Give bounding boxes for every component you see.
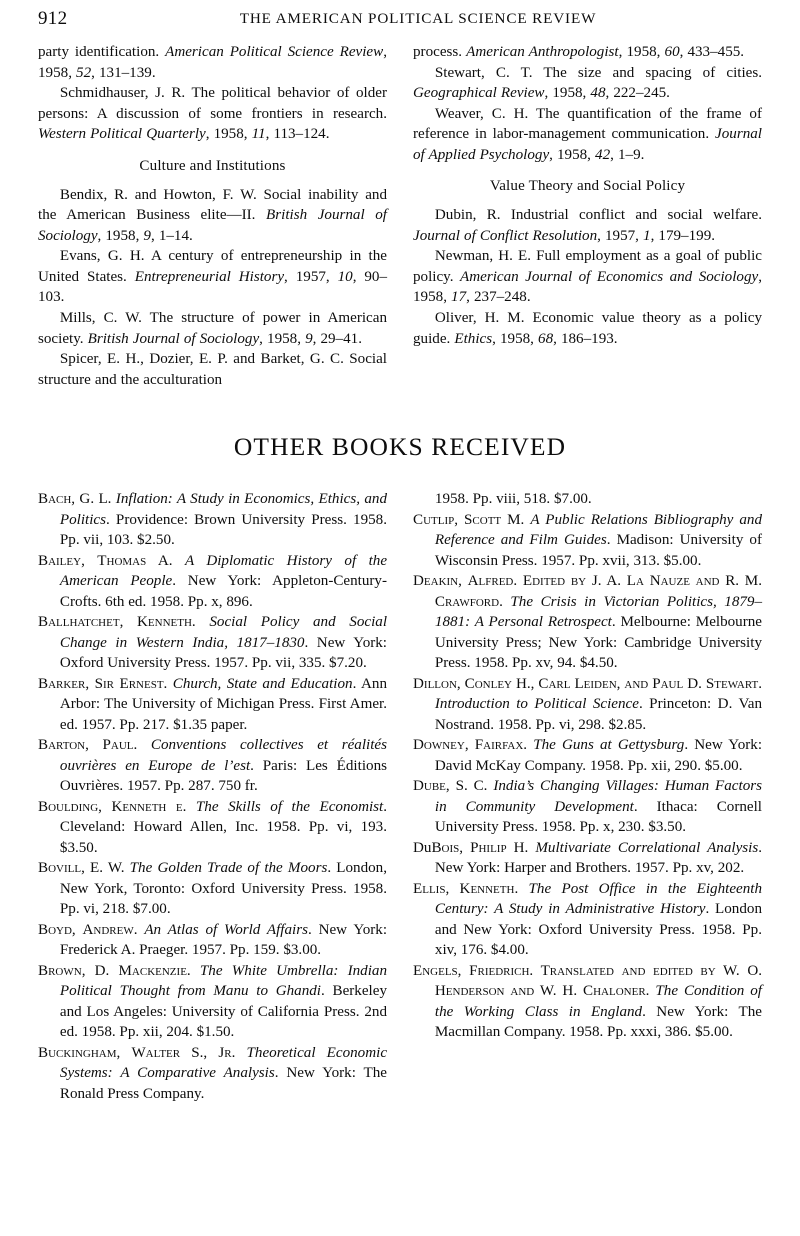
italic-run: An Atlas of World Affairs bbox=[144, 921, 308, 938]
smallcaps-run: Stewart bbox=[705, 675, 759, 692]
text-run: , 186–193. bbox=[553, 330, 618, 347]
italic-run: Social Policy and Social Change in Western India, 1817–1830 bbox=[59, 614, 388, 651]
text-run: Oliver, H. M. Economic value theory as a policy guide. bbox=[413, 310, 762, 347]
text-run: Mills, C. W. The structure of power in American society. bbox=[38, 310, 387, 347]
text-run: , 131–139. bbox=[91, 64, 156, 81]
smallcaps-run: Sir Ernest bbox=[94, 675, 164, 692]
journal-title: THE AMERICAN POLITICAL SCIENCE REVIEW bbox=[239, 10, 597, 27]
smallcaps-run: Bois bbox=[431, 839, 460, 856]
italic-run: The Condition of the Working Class in England bbox=[434, 983, 762, 1020]
text-run: . Providence: Brown University Press. 1958. Pp. vii, 103. $2.50. bbox=[59, 511, 387, 549]
text-run: , bbox=[456, 675, 465, 692]
text-run: , 179–199. bbox=[650, 227, 716, 244]
books-column-left bbox=[38, 489, 387, 1104]
text-run: , bbox=[85, 675, 95, 692]
text-run: A. bbox=[146, 552, 185, 569]
italic-run: Geographical Review bbox=[413, 85, 545, 102]
book-entry bbox=[38, 551, 387, 613]
italic-run: The Skills of the Economist bbox=[195, 798, 384, 815]
text-run: . New York: Frederick A. Praeger. 1957. Pp. 159. $3.00. bbox=[59, 921, 388, 959]
text-run: R. M. bbox=[719, 573, 762, 590]
book-entry bbox=[413, 489, 762, 510]
text-run: . bbox=[231, 1044, 247, 1061]
text-run: , 1958, bbox=[259, 330, 306, 347]
text-run: . bbox=[523, 737, 534, 754]
text-run: , bbox=[119, 614, 138, 631]
text-run: , 222–245. bbox=[605, 85, 670, 102]
italic-run: 17 bbox=[451, 289, 467, 306]
smallcaps-run: Boyd bbox=[38, 921, 72, 938]
text-run: . Princeton: D. Van Nostrand. 1958. Pp. vi, 298. $2.85. bbox=[434, 696, 762, 733]
italic-run: The Crisis in Victorian Politics, 1879–1881: A Personal Retrospect bbox=[434, 593, 763, 631]
book-entry bbox=[413, 510, 762, 572]
text-run: . bbox=[191, 614, 210, 631]
reference-entry bbox=[38, 83, 387, 145]
text-run: party identification. bbox=[38, 44, 166, 60]
section-heading-culture: Culture and Institutions bbox=[139, 157, 286, 174]
italic-run: 48 bbox=[590, 85, 606, 102]
italic-run: India’s Changing Villages: Human Factors in Community Development bbox=[434, 778, 762, 815]
book-entry bbox=[413, 674, 762, 736]
smallcaps-run: Barker bbox=[38, 675, 86, 692]
reference-column-left bbox=[38, 42, 387, 390]
smallcaps-run: Carl Leiden, and Paul bbox=[538, 675, 684, 692]
text-run: . bbox=[182, 798, 196, 815]
journal-page bbox=[0, 8, 800, 1236]
smallcaps-run: Bach bbox=[38, 491, 72, 508]
text-run: , bbox=[457, 962, 470, 979]
italic-run: Church, State and Education bbox=[172, 675, 353, 692]
text-run: . bbox=[758, 675, 762, 692]
smallcaps-run: Andrew bbox=[82, 921, 134, 938]
italic-run: 10 bbox=[337, 268, 353, 285]
text-run: , 90–103. bbox=[38, 268, 388, 306]
book-entry bbox=[38, 674, 387, 736]
text-run: . New York: David McKay Company. 1958. Pp. xii, 290. $5.00. bbox=[434, 737, 763, 774]
italic-run: Multivariate Correlational Analysis bbox=[535, 839, 759, 856]
text-run: . Ann Arbor: The University of Michigan Press. First Amer. ed. 1957. Pp. 217. $1.35 paper. bbox=[59, 675, 387, 733]
book-entry bbox=[413, 735, 762, 776]
text-run: Weaver, C. H. The quantification of the frame of reference in labor-management communication. bbox=[413, 105, 762, 143]
book-entry bbox=[38, 961, 387, 1043]
italic-run: Entrepreneurial History bbox=[134, 268, 285, 285]
italic-run: The Post Office in the Eighteenth Century: A Study in Administrative History bbox=[434, 880, 763, 918]
smallcaps-run: Kenneth bbox=[137, 614, 192, 631]
italic-run: Inflation: A Study in Economics, Ethics, and Politics bbox=[59, 491, 387, 528]
italic-run: The White Umbrella: Indian Political Thought from Manu to Ghandi bbox=[59, 962, 387, 1000]
text-run: , 29–41. bbox=[312, 330, 362, 347]
books-received-heading: OTHER BOOKS RECEIVED bbox=[233, 432, 567, 462]
smallcaps-run: Alfred. Edited by bbox=[467, 573, 587, 590]
smallcaps-run: Bailey bbox=[38, 552, 82, 569]
smallcaps-run: Cutlip bbox=[413, 511, 455, 528]
text-run: . bbox=[645, 983, 656, 1000]
section-heading-value-theory: Value Theory and Social Policy bbox=[489, 178, 686, 195]
reference-entry bbox=[413, 63, 762, 104]
text-run: . bbox=[133, 921, 145, 938]
book-entry bbox=[413, 961, 762, 1043]
italic-run: 9 bbox=[143, 227, 151, 244]
italic-run: American Political Science Review bbox=[165, 44, 384, 60]
text-run: , bbox=[445, 880, 460, 897]
italic-run: Introduction to Political Science bbox=[434, 696, 639, 713]
text-run: , S. C. bbox=[445, 778, 494, 795]
text-run: , E. W. bbox=[81, 860, 130, 877]
smallcaps-run: Chaloner bbox=[583, 983, 646, 1000]
italic-run: 9 bbox=[305, 330, 313, 347]
italic-run: 11 bbox=[251, 126, 266, 143]
italic-run: The Golden Trade of the Moors bbox=[129, 860, 328, 877]
text-run: Newman, H. E. Full employment as a goal of public policy. bbox=[413, 248, 762, 285]
smallcaps-run: Crawford bbox=[434, 593, 500, 610]
reference-entry bbox=[413, 42, 762, 63]
text-run: , 1957, bbox=[284, 268, 338, 285]
text-run: . Cleveland: Howard Allen, Inc. 1958. Pp. vi, 193. $3.50. bbox=[59, 798, 388, 856]
smallcaps-run: Jr bbox=[218, 1044, 232, 1061]
text-run: . London, New York, Toronto: Oxford University Press. 1958. Pp. vi, 218. $7.00. bbox=[59, 860, 388, 918]
books-list-left bbox=[38, 489, 387, 1104]
smallcaps-run: Walter bbox=[131, 1044, 181, 1061]
reference-entry bbox=[413, 205, 762, 246]
text-run: H., bbox=[512, 675, 539, 692]
book-entry bbox=[38, 489, 387, 551]
smallcaps-run: Deakin bbox=[413, 573, 459, 590]
smallcaps-run: Barton bbox=[38, 737, 86, 754]
reference-list-right-value bbox=[413, 205, 762, 349]
text-run: . bbox=[499, 593, 511, 610]
text-run: , 1–9. bbox=[610, 146, 645, 163]
italic-run: The Guns at Gettysburg bbox=[533, 737, 685, 754]
smallcaps-run: Kenneth e bbox=[111, 798, 183, 815]
text-run: , 1958, bbox=[492, 330, 539, 347]
text-run: . New York: The Macmillan Company. 1958. Pp. xxxi, 386. $5.00. bbox=[434, 1003, 762, 1041]
reference-entry bbox=[413, 308, 762, 349]
italic-run: 60 bbox=[664, 44, 680, 60]
smallcaps-run: Bovill bbox=[38, 860, 82, 877]
book-entry bbox=[38, 797, 387, 859]
reference-entry bbox=[413, 246, 762, 308]
smallcaps-run: Dillon bbox=[413, 675, 457, 692]
text-run: , bbox=[85, 737, 103, 754]
reference-entry bbox=[38, 42, 387, 83]
books-column-right bbox=[413, 489, 762, 1043]
text-run: , 113–124. bbox=[265, 126, 330, 143]
italic-run: American Anthropologist bbox=[466, 44, 619, 60]
text-run: . New York: Appleton-Century-Crofts. 6th ed. 1958. Pp. x, 896. bbox=[59, 573, 387, 610]
text-run: . Melbourne: Melbourne University Press; New York: Cambridge University Press. 1958. Pp. xv, 94. $4.50. bbox=[434, 614, 763, 672]
italic-run: Western Political Quarterly bbox=[38, 126, 206, 143]
text-run: Schmidhauser, J. R. The political behavior of older persons: A discussion of some frontiers in research. bbox=[38, 85, 387, 122]
smallcaps-run: Mackenzie bbox=[118, 962, 187, 979]
italic-run: 68 bbox=[538, 330, 554, 347]
text-run: process. bbox=[413, 44, 467, 60]
smallcaps-run: Boulding bbox=[38, 798, 99, 815]
text-run: . London and New York: Oxford University Press. 1958. Pp. xiv, 176. $4.00. bbox=[434, 901, 762, 959]
text-run: . New York: Harper and Brothers. 1957. Pp. xv, 202. bbox=[434, 839, 762, 877]
books-columns bbox=[38, 489, 762, 1104]
page-number: 912 bbox=[38, 8, 68, 29]
text-run: , bbox=[464, 737, 475, 754]
text-run: M. bbox=[501, 511, 531, 528]
italic-run: Conventions collectives et réalités ouvrières en Europe de l’est bbox=[59, 737, 387, 774]
text-run: , 1958, bbox=[97, 227, 144, 244]
book-entry bbox=[38, 858, 387, 920]
text-run: 1958. Pp. viii, 518. $7.00. bbox=[434, 491, 592, 508]
italic-run: Journal of Applied Psychology bbox=[413, 126, 762, 163]
text-run: , bbox=[81, 552, 98, 569]
text-run: , bbox=[459, 839, 471, 856]
book-entry bbox=[413, 838, 762, 879]
italic-run: Journal of Conflict Resolution bbox=[413, 227, 598, 244]
text-run: . New York: The Ronald Press Company. bbox=[59, 1065, 387, 1102]
italic-run: A Public Relations Bibliography and Reference and Film Guides bbox=[434, 511, 762, 549]
text-run: , bbox=[98, 798, 112, 815]
reference-column-right bbox=[413, 42, 762, 349]
text-run: , D. bbox=[81, 962, 119, 979]
text-run: , 1–14. bbox=[150, 227, 193, 244]
smallcaps-run: Thomas bbox=[97, 552, 147, 569]
text-run: , bbox=[458, 573, 468, 590]
smallcaps-run: Conley bbox=[464, 675, 512, 692]
italic-run: American Journal of Economics and Sociology bbox=[460, 268, 759, 285]
reference-entry bbox=[38, 349, 387, 390]
reference-entry bbox=[38, 185, 387, 247]
text-run: . Ithaca: Cornell University Press. 1958. Pp. x, 230. $3.50. bbox=[434, 798, 762, 836]
reference-entry bbox=[38, 246, 387, 308]
text-run: . Paris: Les Éditions Ouvrières. 1957. Pp. 287. 750 fr. bbox=[59, 757, 387, 795]
italic-run: 42 bbox=[595, 146, 611, 163]
smallcaps-run: Ballhatchet bbox=[38, 614, 120, 631]
reference-entry bbox=[413, 104, 762, 166]
italic-run: British Journal of Sociology bbox=[38, 207, 387, 244]
text-run: , 1958, bbox=[413, 268, 762, 306]
reference-list-left-culture bbox=[38, 185, 387, 390]
text-run: Du bbox=[413, 839, 432, 856]
text-run: Bendix, R. and Howton, F. W. Social inability and the American Business elite—II. bbox=[38, 186, 387, 224]
text-run: , 1957, bbox=[597, 227, 644, 244]
text-run: . bbox=[186, 962, 200, 979]
italic-run: Theoretical Economic Systems: A Comparative Analysis bbox=[59, 1044, 388, 1082]
text-run: , 1958, bbox=[544, 85, 591, 102]
text-run: , bbox=[454, 511, 465, 528]
text-run: , bbox=[116, 1044, 132, 1061]
smallcaps-run: Downey bbox=[413, 737, 465, 754]
smallcaps-run: Paul bbox=[102, 737, 134, 754]
text-run: . New York: Oxford University Press. 1957. Pp. vii, 335. $7.20. bbox=[59, 634, 388, 672]
smallcaps-run: Kenneth bbox=[459, 880, 515, 897]
reference-columns bbox=[38, 42, 762, 390]
book-entry bbox=[413, 776, 762, 838]
text-run: Spicer, E. H., Dozier, E. P. and Barket, G. C. Social structure and the acculturation bbox=[38, 351, 387, 388]
smallcaps-run: Buckingham bbox=[38, 1044, 117, 1061]
text-run: W. O. bbox=[715, 962, 762, 979]
text-run: . bbox=[163, 675, 173, 692]
book-entry bbox=[413, 879, 762, 961]
text-run: , 1958, bbox=[205, 126, 252, 143]
text-run: , 1958, bbox=[618, 44, 665, 60]
smallcaps-run: Fairfax bbox=[474, 737, 524, 754]
reference-list-right bbox=[413, 42, 762, 165]
text-run: , 1958, bbox=[549, 146, 596, 163]
text-run: S., bbox=[180, 1044, 219, 1061]
text-run: Dubin, R. Industrial conflict and social welfare. bbox=[434, 207, 762, 224]
italic-run: A Diplomatic History of the American People bbox=[59, 552, 388, 590]
italic-run: Ethics bbox=[454, 330, 493, 347]
book-entry bbox=[38, 612, 387, 674]
smallcaps-run: Henderson and bbox=[434, 983, 535, 1000]
text-run: J. A. bbox=[586, 573, 627, 590]
text-run: , 433–455. bbox=[679, 44, 745, 60]
text-run: , 1958, bbox=[38, 44, 387, 81]
smallcaps-run: Dube bbox=[413, 778, 446, 795]
text-run: W. H. bbox=[534, 983, 584, 1000]
italic-run: 1 bbox=[643, 227, 651, 244]
reference-entry bbox=[38, 308, 387, 349]
book-entry bbox=[38, 1043, 387, 1105]
smallcaps-run: Philip bbox=[470, 839, 507, 856]
text-run: , 237–248. bbox=[466, 289, 531, 306]
books-list-right bbox=[413, 489, 762, 1043]
smallcaps-run: Brown bbox=[38, 962, 82, 979]
text-run: , bbox=[71, 921, 83, 938]
italic-run: British Journal of Sociology bbox=[87, 330, 260, 347]
smallcaps-run: Friedrich. Translated and edited by bbox=[469, 962, 716, 979]
reference-list-left bbox=[38, 42, 387, 145]
text-run: Stewart, C. T. The size and spacing of cities. bbox=[434, 64, 762, 81]
italic-run: 52 bbox=[76, 64, 92, 81]
text-run: . Berkeley and Los Angeles: University of California Press. 2nd ed. 1958. Pp. xii, 204. $1.50. bbox=[59, 983, 387, 1041]
text-run: Evans, G. H. A century of entrepreneurship in the United States. bbox=[38, 248, 387, 285]
text-run: H. bbox=[506, 839, 536, 856]
text-run: , G. L. bbox=[71, 491, 116, 508]
book-entry bbox=[38, 735, 387, 797]
book-entry bbox=[38, 920, 387, 961]
smallcaps-run: Ellis bbox=[413, 880, 446, 897]
text-run: . Madison: University of Wisconsin Press. 1957. Pp. xvii, 313. $5.00. bbox=[434, 532, 762, 569]
text-run: D. bbox=[683, 675, 706, 692]
smallcaps-run: Engels bbox=[413, 962, 458, 979]
book-entry bbox=[413, 571, 762, 674]
running-head bbox=[38, 8, 762, 42]
smallcaps-run: La Nauze and bbox=[626, 573, 720, 590]
smallcaps-run: Scott bbox=[464, 511, 502, 528]
text-run: . bbox=[133, 737, 151, 754]
text-run: . bbox=[514, 880, 529, 897]
